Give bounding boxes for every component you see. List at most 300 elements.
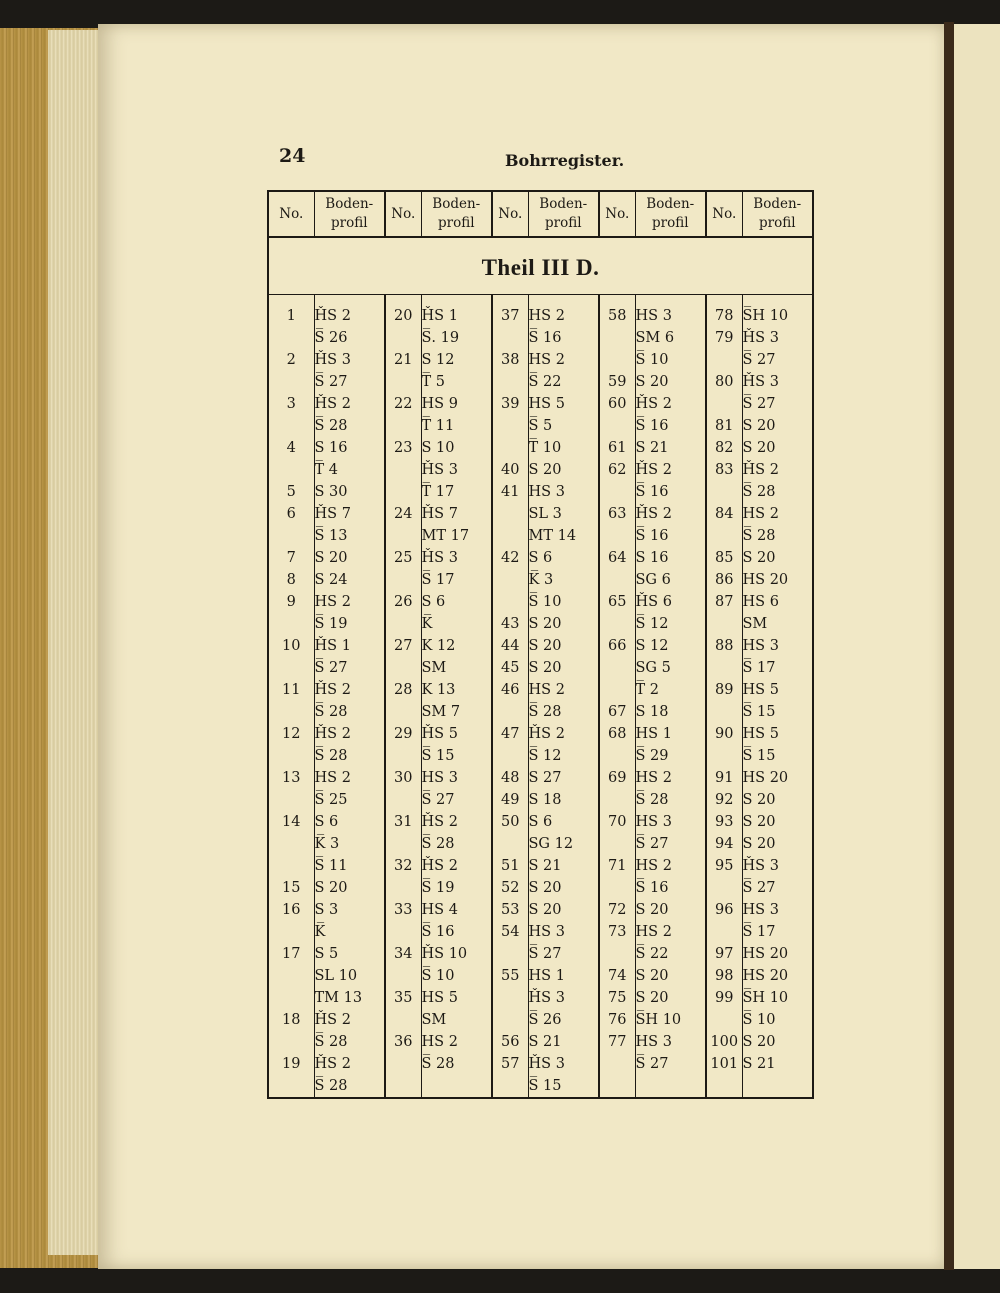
bore-number: 76 [608, 1012, 627, 1028]
bore-number [493, 371, 528, 393]
profile-entry: HS 2 [742, 506, 779, 522]
bore-number: 23 [394, 440, 413, 456]
profile-entry: HS 6 [742, 594, 779, 610]
bore-number: 50 [501, 814, 520, 830]
bore-number [386, 789, 421, 811]
profile-entry: S̅ 17 [742, 924, 776, 940]
profile-entry: S 20 [314, 550, 348, 566]
profile-entry: ȞS 2 [635, 396, 672, 412]
bore-number [493, 745, 528, 767]
bore-number [269, 1075, 314, 1097]
profile-entry: S̅ 26 [528, 1012, 562, 1028]
profile-entry: S̅H 10 [635, 1012, 682, 1028]
bore-number: 79 [715, 330, 734, 346]
column-profile [635, 295, 706, 1099]
profile-entry: HS 3 [742, 638, 779, 654]
profile-entry: HS 2 [528, 352, 565, 368]
profile-entry: K 12 [421, 638, 456, 654]
profile-entry: ȞS 10 [421, 946, 468, 962]
profile-entry: SM [421, 660, 447, 676]
bore-number: 93 [715, 814, 734, 830]
profile-entry: ȞS 5 [421, 726, 458, 742]
profile-entry: ȞS 1 [421, 308, 458, 324]
bore-number [269, 657, 314, 679]
bore-number [386, 371, 421, 393]
profile-entry: S̅ 15 [421, 748, 455, 764]
profile-entry: SM [421, 1012, 447, 1028]
profile-entry: S 21 [742, 1056, 776, 1072]
profile-entry: T̅ 10 [528, 440, 562, 456]
profile-entry: S̅ 28 [314, 1034, 348, 1050]
profile-entry: S 20 [742, 1034, 776, 1050]
profile-entry: K̅ [421, 616, 433, 632]
bore-number: 85 [715, 550, 734, 566]
profile-entry: S̅ 27 [314, 660, 348, 676]
profile-entry: K 13 [421, 682, 456, 698]
profile-entry: ȞS 3 [528, 1056, 565, 1072]
bore-number: 55 [501, 968, 520, 984]
profile-entry: S̅ 19 [421, 880, 455, 896]
profile-entry: T̅ 5 [421, 374, 446, 390]
bore-number [269, 745, 314, 767]
profile-entry: HS 5 [742, 682, 779, 698]
bore-number: 7 [286, 550, 296, 566]
profile-entry: T̅ 17 [421, 484, 455, 500]
profile-entry: ȞS 2 [314, 396, 351, 412]
bore-number: 25 [394, 550, 413, 566]
profile-entry: S̅H 10 [742, 308, 789, 324]
bore-number [386, 745, 421, 767]
profile-entry: S 20 [742, 814, 776, 830]
bore-number [493, 437, 528, 459]
profile-entry: S 6 [314, 814, 339, 830]
header-no: No. [385, 191, 421, 237]
profile-entry: K̅ 3 [314, 836, 340, 852]
header-no: No. [268, 191, 314, 237]
bore-number: 75 [608, 990, 627, 1006]
profile-entry: S 18 [528, 792, 562, 808]
bore-number: 9 [286, 594, 296, 610]
bore-number [600, 745, 635, 767]
bore-number [269, 613, 314, 635]
profile-entry: HS 2 [635, 858, 672, 874]
profile-entry: S̅ 29 [635, 748, 669, 764]
bore-number [600, 481, 635, 503]
profile-entry: S̅ 10 [421, 968, 455, 984]
bore-number: 3 [286, 396, 296, 412]
profile-entry: SM 6 [635, 330, 675, 346]
bore-number [600, 789, 635, 811]
profile-entry: S 16 [635, 550, 669, 566]
bore-number: 15 [282, 880, 301, 896]
bore-number: 46 [501, 682, 520, 698]
bore-number: 1 [286, 308, 296, 324]
profile-entry: HS 9 [421, 396, 458, 412]
profile-entry: S 6 [421, 594, 446, 610]
profile-entry: HS 2 [528, 682, 565, 698]
bore-number [269, 921, 314, 943]
profile-entry: S̅ 28 [528, 704, 562, 720]
bore-number [707, 1009, 742, 1031]
bore-number [600, 525, 635, 547]
profile-entry: ȞS 3 [421, 462, 458, 478]
profile-entry: S 20 [528, 638, 562, 654]
bore-number [386, 921, 421, 943]
bore-number: 74 [608, 968, 627, 984]
bore-number [707, 349, 742, 371]
bore-number [386, 657, 421, 679]
profile-entry: ȞS 3 [742, 374, 779, 390]
bore-number [269, 855, 314, 877]
profile-entry: ȞS 2 [314, 726, 351, 742]
profile-entry: ȞS 3 [314, 352, 351, 368]
bore-number: 92 [715, 792, 734, 808]
bore-number [386, 415, 421, 437]
bore-number: 21 [394, 352, 413, 368]
profile-entry: ȞS 2 [421, 814, 458, 830]
bore-number [600, 349, 635, 371]
bore-number: 95 [715, 858, 734, 874]
profile-entry: HS 5 [528, 396, 565, 412]
profile-entry: HS 1 [528, 968, 565, 984]
profile-entry: SG 6 [635, 572, 671, 588]
profile-entry: HS 20 [742, 572, 789, 588]
bore-number [386, 701, 421, 723]
profile-entry: S̅ 27 [742, 880, 776, 896]
bore-number: 19 [282, 1056, 301, 1072]
header-no: No. [706, 191, 742, 237]
bore-number: 73 [608, 924, 627, 940]
page-number: 24 [279, 145, 306, 167]
profile-entry: S 12 [635, 638, 669, 654]
bore-number [386, 459, 421, 481]
bore-number [269, 965, 314, 987]
bore-number [493, 503, 528, 525]
bore-number [600, 877, 635, 899]
bore-number: 67 [608, 704, 627, 720]
profile-entry: S̅ 28 [742, 484, 776, 500]
profile-entry: S 21 [528, 858, 562, 874]
bore-number: 35 [394, 990, 413, 1006]
bore-number: 60 [608, 396, 627, 412]
bore-number: 62 [608, 462, 627, 478]
profile-entry: HS 3 [421, 770, 458, 786]
bore-number [707, 525, 742, 547]
bore-number: 31 [394, 814, 413, 830]
bore-number [386, 569, 421, 591]
bore-number: 61 [608, 440, 627, 456]
bore-number [386, 833, 421, 855]
bore-number: 91 [715, 770, 734, 786]
profile-entry: K̅ [314, 924, 326, 940]
bore-number: 27 [394, 638, 413, 654]
profile-entry: S̅ 28 [421, 836, 455, 852]
bore-number: 89 [715, 682, 734, 698]
bore-number: 83 [715, 462, 734, 478]
bore-number: 88 [715, 638, 734, 654]
profile-entry: ȞS 2 [421, 858, 458, 874]
profile-entry: TM 13 [314, 990, 363, 1006]
bore-number: 30 [394, 770, 413, 786]
bore-number [269, 1031, 314, 1053]
profile-entry: S 20 [635, 968, 669, 984]
profile-entry: HS 4 [421, 902, 458, 918]
profile-entry: S̅ 12 [528, 748, 562, 764]
profile-entry: HS 1 [635, 726, 672, 742]
bore-number [493, 943, 528, 965]
profile-entry: S̅ 10 [635, 352, 669, 368]
bore-number: 68 [608, 726, 627, 742]
bore-number [493, 525, 528, 547]
bore-number: 37 [501, 308, 520, 324]
profile-entry: S 12 [421, 352, 455, 368]
profile-entry: S̅ 25 [314, 792, 348, 808]
profile-entry: S 6 [528, 814, 553, 830]
profile-entry: S 20 [528, 616, 562, 632]
bore-number: 64 [608, 550, 627, 566]
bore-number: 53 [501, 902, 520, 918]
profile-entry: S̅ 28 [314, 1078, 348, 1094]
part-title-row [268, 237, 813, 295]
bore-number [707, 921, 742, 943]
bore-number: 5 [286, 484, 296, 500]
profile-entry: SL 3 [528, 506, 562, 522]
profile-entry: HS 5 [742, 726, 779, 742]
header-profile: Boden-profil [528, 191, 599, 237]
profile-entry: S 18 [635, 704, 669, 720]
profile-entry: S̅ 27 [314, 374, 348, 390]
bore-number: 54 [501, 924, 520, 940]
profile-entry: K̅ 3 [528, 572, 554, 588]
bore-number [269, 833, 314, 855]
profile-entry: S̅ 11 [314, 858, 348, 874]
bore-number: 80 [715, 374, 734, 390]
profile-entry: S̅ 27 [635, 836, 669, 852]
column-no [268, 295, 314, 1099]
bore-number [493, 987, 528, 1009]
profile-entry: S̅ 10 [742, 1012, 776, 1028]
column-profile [314, 295, 385, 1099]
profile-entry: S̅ 28 [742, 528, 776, 544]
bore-number: 94 [715, 836, 734, 852]
bore-number [269, 789, 314, 811]
bore-number: 38 [501, 352, 520, 368]
bore-number [493, 701, 528, 723]
bore-number: 69 [608, 770, 627, 786]
bore-number [269, 415, 314, 437]
bore-number: 12 [282, 726, 301, 742]
profile-entry: ȞS 2 [314, 1056, 351, 1072]
profile-entry: ȞS 2 [635, 506, 672, 522]
profile-entry: SG 5 [635, 660, 671, 676]
bore-number: 41 [501, 484, 520, 500]
header-row [268, 191, 813, 237]
bore-number [493, 415, 528, 437]
bore-number [600, 327, 635, 349]
profile-entry: S 20 [635, 374, 669, 390]
bore-number [493, 1075, 528, 1097]
profile-entry: HS 5 [421, 990, 458, 1006]
bore-number: 59 [608, 374, 627, 390]
bore-number: 18 [282, 1012, 301, 1028]
profile-entry: ȞS 2 [314, 1012, 351, 1028]
bore-number: 48 [501, 770, 520, 786]
profile-entry: HS 3 [635, 1034, 672, 1050]
bore-number: 97 [715, 946, 734, 962]
profile-entry: S 21 [528, 1034, 562, 1050]
bore-number: 100 [710, 1034, 739, 1050]
profile-entry: S̅ 28 [421, 1056, 455, 1072]
profile-entry: HS 2 [528, 308, 565, 324]
bore-number [600, 569, 635, 591]
header-profile: Boden-profil [635, 191, 706, 237]
bore-number [600, 415, 635, 437]
bore-number: 34 [394, 946, 413, 962]
profile-entry: ȞS 1 [314, 638, 351, 654]
bore-number [386, 877, 421, 899]
bore-number: 26 [394, 594, 413, 610]
profile-entry: S̅ 16 [528, 330, 562, 346]
bore-register-table [267, 190, 814, 1099]
bore-number [707, 393, 742, 415]
bore-number [707, 481, 742, 503]
part-title: Theil III D. [268, 237, 813, 295]
bore-number: 40 [501, 462, 520, 478]
bore-number: 32 [394, 858, 413, 874]
profile-entry: S 20 [314, 880, 348, 896]
profile-entry: S 30 [314, 484, 348, 500]
bore-number: 11 [282, 682, 301, 698]
bore-number: 13 [282, 770, 301, 786]
profile-entry: ȞS 2 [314, 308, 351, 324]
profile-entry: S̅ 16 [635, 528, 669, 544]
profile-entry: S 20 [635, 990, 669, 1006]
bore-number [707, 613, 742, 635]
profile-entry: S̅ 16 [635, 418, 669, 434]
bore-number: 49 [501, 792, 520, 808]
profile-entry: SL 10 [314, 968, 358, 984]
profile-entry: SG 12 [528, 836, 574, 852]
profile-entry: T̅ 11 [421, 418, 455, 434]
bore-number: 42 [501, 550, 520, 566]
bore-number: 45 [501, 660, 520, 676]
profile-entry: S̅ 27 [742, 352, 776, 368]
profile-entry: S̅ 28 [314, 704, 348, 720]
bore-number: 16 [282, 902, 301, 918]
profile-entry: S 20 [742, 836, 776, 852]
bore-number [600, 613, 635, 635]
profile-entry: S 10 [421, 440, 455, 456]
column-profile [421, 295, 492, 1099]
profile-entry: S̅. 19 [421, 330, 460, 346]
profile-entry: S̅ 17 [742, 660, 776, 676]
profile-entry: S 20 [528, 660, 562, 676]
profile-entry: ȞS 7 [421, 506, 458, 522]
profile-entry: S̅ 27 [528, 946, 562, 962]
profile-entry: ȞS 7 [314, 506, 351, 522]
profile-entry: HS 2 [635, 770, 672, 786]
bore-number: 58 [608, 308, 627, 324]
bore-number [707, 701, 742, 723]
profile-entry: S 20 [635, 902, 669, 918]
profile-entry: S 20 [528, 880, 562, 896]
bore-number [493, 833, 528, 855]
profile-entry: S 3 [314, 902, 339, 918]
profile-entry: ȞS 3 [742, 858, 779, 874]
profile-entry: ȞS 2 [742, 462, 779, 478]
bore-number [269, 701, 314, 723]
profile-entry: S̅ 15 [528, 1078, 562, 1094]
profile-entry: HS 20 [742, 968, 789, 984]
profile-entry: ȞS 2 [314, 682, 351, 698]
profile-entry: HS 3 [635, 308, 672, 324]
bore-number [269, 327, 314, 349]
profile-entry: HS 3 [742, 902, 779, 918]
profile-entry: MT 14 [528, 528, 577, 544]
book-gutter [944, 22, 954, 1270]
bore-number: 51 [501, 858, 520, 874]
bore-number: 57 [501, 1056, 520, 1072]
bore-number: 96 [715, 902, 734, 918]
profile-entry: S̅ 28 [635, 792, 669, 808]
column-profile [742, 295, 813, 1099]
bore-number: 56 [501, 1034, 520, 1050]
bore-number: 87 [715, 594, 734, 610]
bore-number [493, 1009, 528, 1031]
bore-number: 65 [608, 594, 627, 610]
bore-number: 66 [608, 638, 627, 654]
bore-number: 81 [715, 418, 734, 434]
profile-entry: ȞS 2 [635, 462, 672, 478]
profile-entry: SM 7 [421, 704, 461, 720]
profile-entry: S 6 [528, 550, 553, 566]
profile-entry: HS 2 [421, 1034, 458, 1050]
profile-entry: S̅ 16 [421, 924, 455, 940]
bore-number: 84 [715, 506, 734, 522]
bore-number: 29 [394, 726, 413, 742]
bore-number [269, 525, 314, 547]
profile-entry: ȞS 3 [421, 550, 458, 566]
header-no: No. [599, 191, 635, 237]
profile-entry: S̅ 15 [742, 748, 776, 764]
bore-number [386, 613, 421, 635]
bore-number [493, 569, 528, 591]
bore-number [269, 987, 314, 1009]
profile-entry: S̅ 16 [635, 484, 669, 500]
bore-number [386, 327, 421, 349]
profile-entry: HS 3 [635, 814, 672, 830]
bore-number: 14 [282, 814, 301, 830]
column-profile [528, 295, 599, 1099]
bore-number [386, 1009, 421, 1031]
profile-entry: S 20 [528, 462, 562, 478]
profile-entry: S 27 [528, 770, 562, 786]
header-profile: Boden-profil [742, 191, 813, 237]
profile-entry: S 20 [742, 440, 776, 456]
profile-entry: S 24 [314, 572, 348, 588]
bore-number: 71 [608, 858, 627, 874]
bore-number: 72 [608, 902, 627, 918]
header-profile: Boden-profil [314, 191, 385, 237]
profile-entry: S̅ 28 [314, 748, 348, 764]
bore-number: 6 [286, 506, 296, 522]
profile-entry: S 20 [742, 550, 776, 566]
bore-number [600, 943, 635, 965]
bore-number: 78 [715, 308, 734, 324]
profile-entry: HS 20 [742, 946, 789, 962]
bore-number: 99 [715, 990, 734, 1006]
bore-number [707, 657, 742, 679]
